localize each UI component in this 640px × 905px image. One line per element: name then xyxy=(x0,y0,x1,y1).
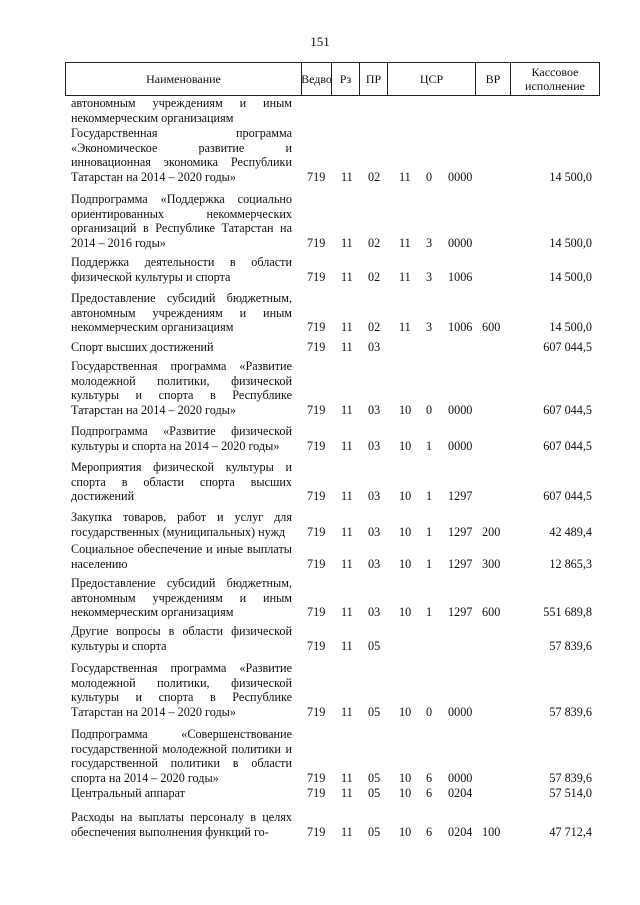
cell-name: Другие вопросы в области физической культуры и спорта xyxy=(71,624,292,653)
cell-csr-2: 1 xyxy=(426,525,433,539)
cell-pr: 03 xyxy=(368,489,381,503)
cell-ved: 719 xyxy=(307,403,326,417)
cell-csr-1: 10 xyxy=(399,403,412,417)
cell-pr: 02 xyxy=(368,320,381,334)
cell-csr-3: 0204 xyxy=(448,786,473,800)
cell-vr: 100 xyxy=(482,825,501,839)
cell-amount: 47 712,4 xyxy=(549,825,592,839)
cell-csr-2: 0 xyxy=(426,170,433,184)
cell-pr: 05 xyxy=(368,639,381,653)
cell-rz: 11 xyxy=(341,403,353,417)
cell-name: Государственная программа «Развитие молодежной политики, физической культуры и спорта в Республике Татарстан на 2014 – 2020 годы» xyxy=(71,661,292,720)
cell-rz: 11 xyxy=(341,639,353,653)
header-csr: ЦСР xyxy=(388,63,476,95)
cell-csr-3: 0000 xyxy=(448,403,473,417)
cell-amount: 14 500,0 xyxy=(549,236,592,250)
cell-rz: 11 xyxy=(341,525,353,539)
cell-rz: 11 xyxy=(341,439,353,453)
cell-rz: 11 xyxy=(341,605,353,619)
cell-amount: 607 044,5 xyxy=(543,489,592,503)
cell-csr-3: 0000 xyxy=(448,771,473,785)
header-ved: Ведво xyxy=(302,63,332,95)
cell-pr: 02 xyxy=(368,236,381,250)
cell-pr: 03 xyxy=(368,605,381,619)
cell-csr-2: 1 xyxy=(426,439,433,453)
cell-rz: 11 xyxy=(341,236,353,250)
cell-csr-1: 10 xyxy=(399,489,412,503)
cell-rz: 11 xyxy=(341,170,353,184)
cell-ved: 719 xyxy=(307,439,326,453)
cell-amount: 607 044,5 xyxy=(543,439,592,453)
cell-rz: 11 xyxy=(341,705,353,719)
cell-amount: 14 500,0 xyxy=(549,320,592,334)
cell-amount: 551 689,8 xyxy=(543,605,592,619)
header-name: Наименование xyxy=(66,63,302,95)
cell-ved: 719 xyxy=(307,170,326,184)
page-number: 151 xyxy=(310,34,330,49)
cell-pr: 03 xyxy=(368,557,381,571)
cell-csr-2: 3 xyxy=(426,236,433,250)
cell-amount: 14 500,0 xyxy=(549,270,592,284)
cell-ved: 719 xyxy=(307,705,326,719)
cell-pr: 05 xyxy=(368,786,381,800)
cell-ved: 719 xyxy=(307,236,326,250)
cell-ved: 719 xyxy=(307,639,326,653)
cell-csr-1: 10 xyxy=(399,439,412,453)
cell-name: Спорт высших достижений xyxy=(71,340,214,354)
cell-csr-2: 6 xyxy=(426,771,433,785)
cell-amount: 57 839,6 xyxy=(549,771,592,785)
cell-pr: 05 xyxy=(368,705,381,719)
cell-rz: 11 xyxy=(341,340,353,354)
cell-ved: 719 xyxy=(307,525,326,539)
cell-csr-2: 3 xyxy=(426,270,433,284)
cell-name: Государственная программа «Развитие молодежной политики, физической культуры и спорта в Республике Татарстан на 2014 – 2020 годы» xyxy=(71,359,292,418)
cell-name: автономным учреждениям и иным некоммерческим организациям xyxy=(71,96,292,125)
cell-csr-3: 1297 xyxy=(448,557,473,571)
cell-pr: 02 xyxy=(368,170,381,184)
cell-name: Поддержка деятельности в области физической культуры и спорта xyxy=(71,255,292,284)
cell-csr-3: 0000 xyxy=(448,236,473,250)
cell-ved: 719 xyxy=(307,605,326,619)
cell-vr: 300 xyxy=(482,557,501,571)
cell-name: Подпрограмма «Развитие физической культуры и спорта на 2014 – 2020 годы» xyxy=(71,424,292,453)
cell-pr: 05 xyxy=(368,771,381,785)
header-amount: Кассовое исполнение xyxy=(525,65,585,93)
cell-rz: 11 xyxy=(341,270,353,284)
cell-rz: 11 xyxy=(341,320,353,334)
cell-name: Закупка товаров, работ и услуг для государственных (муниципальных) нужд xyxy=(71,510,292,539)
cell-csr-2: 1 xyxy=(426,557,433,571)
cell-pr: 03 xyxy=(368,439,381,453)
cell-ved: 719 xyxy=(307,557,326,571)
cell-csr-1: 10 xyxy=(399,771,412,785)
cell-csr-1: 10 xyxy=(399,557,412,571)
cell-ved: 719 xyxy=(307,489,326,503)
cell-pr: 03 xyxy=(368,525,381,539)
table-header xyxy=(65,62,600,96)
header-vr: ВР xyxy=(476,63,511,95)
cell-amount: 14 500,0 xyxy=(549,170,592,184)
cell-csr-2: 3 xyxy=(426,320,433,334)
cell-pr: 05 xyxy=(368,825,381,839)
cell-csr-3: 1006 xyxy=(448,270,473,284)
cell-name: Подпрограмма «Совершенствование государственной молодежной политики и государственной политики в области спорта на 2014 – 2020 годы» xyxy=(71,727,292,786)
cell-ved: 719 xyxy=(307,825,326,839)
cell-vr: 600 xyxy=(482,320,501,334)
cell-csr-2: 0 xyxy=(426,403,433,417)
cell-vr: 600 xyxy=(482,605,501,619)
cell-rz: 11 xyxy=(341,786,353,800)
cell-csr-1: 11 xyxy=(399,236,411,250)
cell-ved: 719 xyxy=(307,270,326,284)
cell-pr: 03 xyxy=(368,340,381,354)
cell-csr-2: 6 xyxy=(426,786,433,800)
cell-amount: 57 514,0 xyxy=(549,786,592,800)
cell-vr: 200 xyxy=(482,525,501,539)
cell-csr-3: 1006 xyxy=(448,320,473,334)
cell-amount: 607 044,5 xyxy=(543,403,592,417)
cell-csr-1: 10 xyxy=(399,825,412,839)
cell-csr-1: 10 xyxy=(399,705,412,719)
cell-csr-1: 11 xyxy=(399,170,411,184)
cell-csr-1: 10 xyxy=(399,525,412,539)
cell-rz: 11 xyxy=(341,771,353,785)
cell-csr-3: 0000 xyxy=(448,170,473,184)
cell-csr-3: 0000 xyxy=(448,439,473,453)
cell-ved: 719 xyxy=(307,786,326,800)
cell-csr-1: 10 xyxy=(399,786,412,800)
cell-amount: 42 489,4 xyxy=(549,525,592,539)
cell-name: Подпрограмма «Поддержка социально ориентированных некоммерческих организаций в Республике Татарстан на 2014 – 2016 годы» xyxy=(71,192,292,251)
cell-amount: 57 839,6 xyxy=(549,705,592,719)
header-rz: Рз xyxy=(332,63,360,95)
cell-pr: 02 xyxy=(368,270,381,284)
cell-name: Центральный аппарат xyxy=(71,786,185,800)
cell-csr-3: 0204 xyxy=(448,825,473,839)
cell-amount: 12 865,3 xyxy=(549,557,592,571)
cell-rz: 11 xyxy=(341,825,353,839)
cell-csr-3: 1297 xyxy=(448,525,473,539)
header-pr: ПР xyxy=(360,63,388,95)
cell-csr-2: 0 xyxy=(426,705,433,719)
cell-name: Предоставление субсидий бюджетным, автономным учреждениям и иным некоммерческим организациям xyxy=(71,576,292,620)
cell-csr-3: 0000 xyxy=(448,705,473,719)
cell-amount: 607 044,5 xyxy=(543,340,592,354)
cell-ved: 719 xyxy=(307,340,326,354)
cell-pr: 03 xyxy=(368,403,381,417)
cell-name: Предоставление субсидий бюджетным, автономным учреждениям и иным некоммерческим организациям xyxy=(71,291,292,335)
cell-csr-1: 11 xyxy=(399,270,411,284)
cell-csr-2: 6 xyxy=(426,825,433,839)
cell-rz: 11 xyxy=(341,489,353,503)
cell-name: Мероприятия физической культуры и спорта в области спорта высших достижений xyxy=(71,460,292,504)
cell-ved: 719 xyxy=(307,771,326,785)
cell-name: Государственная программа «Экономическое развитие и инновационная экономика Республики Татарстан на 2014 – 2020 годы» xyxy=(71,126,292,185)
cell-csr-3: 1297 xyxy=(448,489,473,503)
cell-csr-3: 1297 xyxy=(448,605,473,619)
cell-amount: 57 839,6 xyxy=(549,639,592,653)
cell-rz: 11 xyxy=(341,557,353,571)
cell-name: Расходы на выплаты персоналу в целях обеспечения выполнения функций го- xyxy=(71,810,292,839)
cell-ved: 719 xyxy=(307,320,326,334)
cell-csr-2: 1 xyxy=(426,489,433,503)
cell-csr-1: 11 xyxy=(399,320,411,334)
cell-csr-2: 1 xyxy=(426,605,433,619)
cell-csr-1: 10 xyxy=(399,605,412,619)
cell-name: Социальное обеспечение и иные выплаты населению xyxy=(71,542,292,571)
